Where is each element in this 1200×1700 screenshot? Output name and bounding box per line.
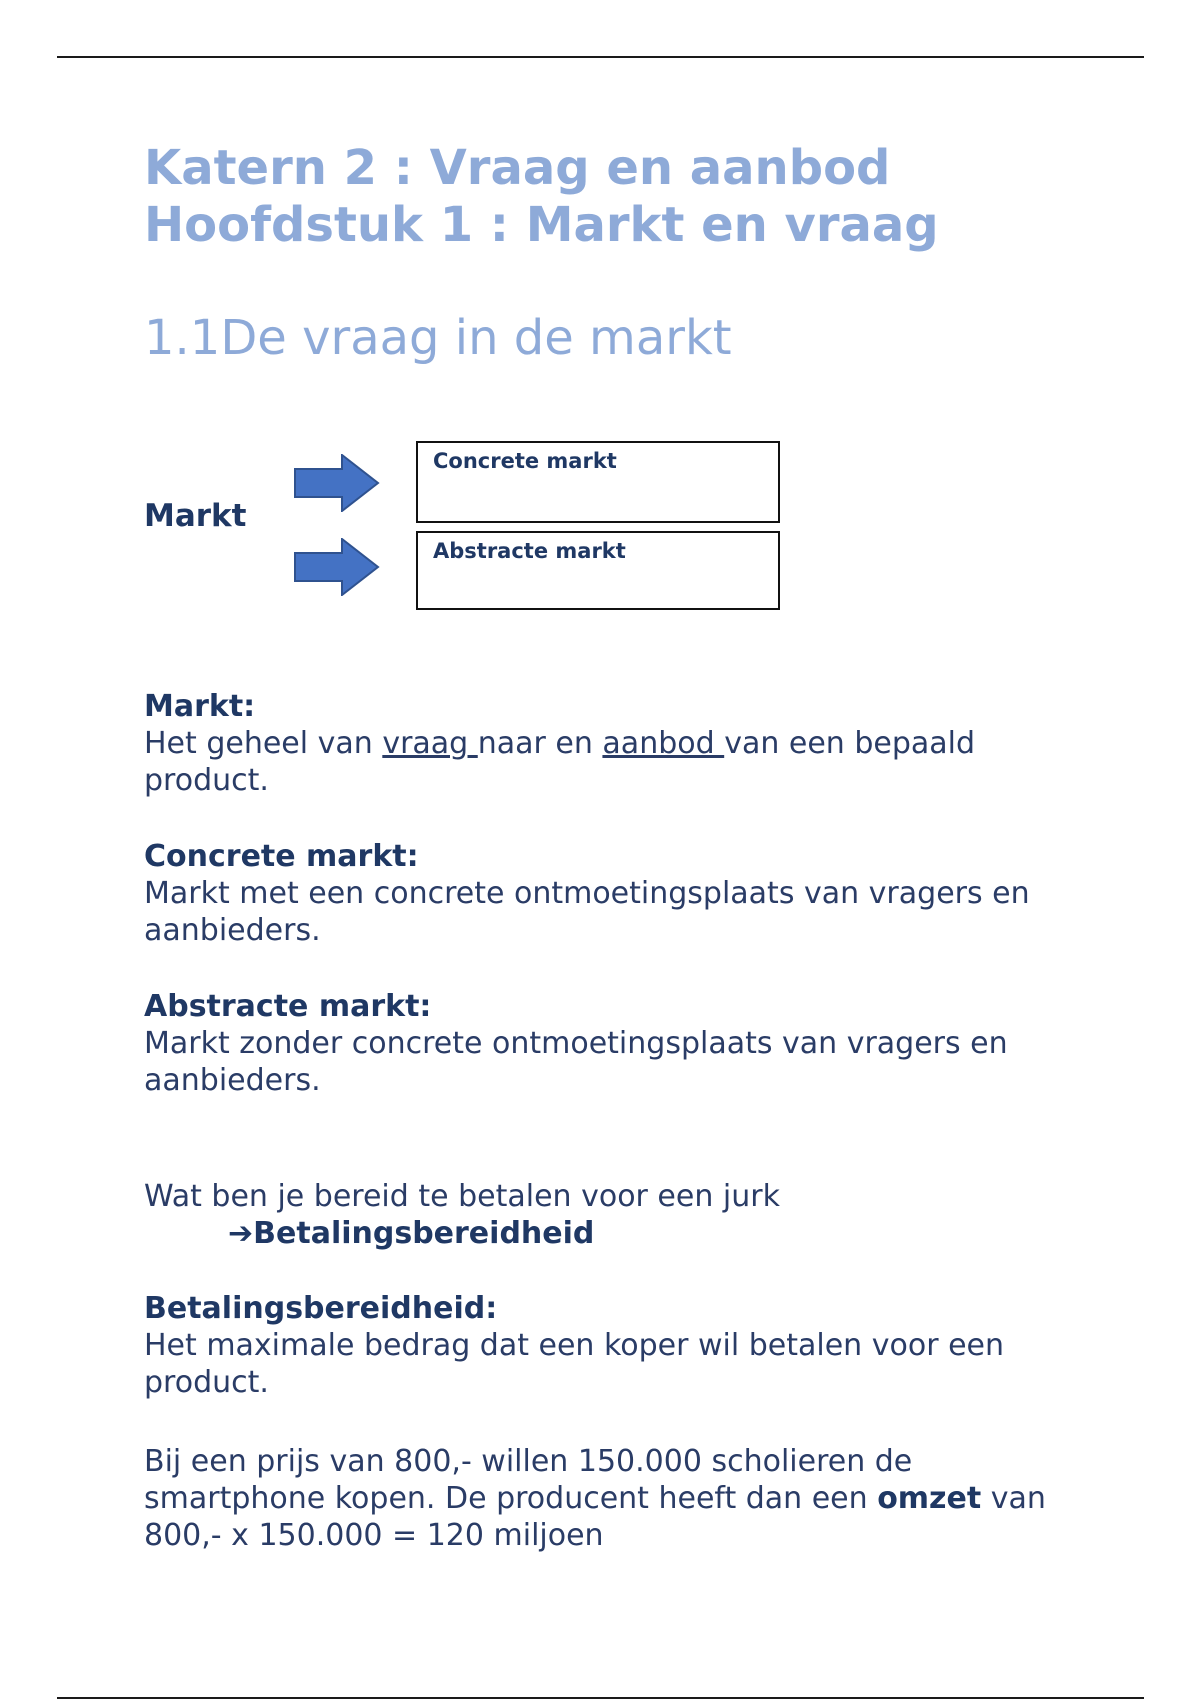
right-arrow-icon [294,538,380,596]
top-rule [57,56,1144,58]
example-paragraph [144,1443,1084,1554]
bottom-rule [57,1697,1144,1699]
example-bold-term: omzet [877,1481,982,1516]
definition-concrete-markt [144,838,1084,949]
arrow-shape [295,539,378,595]
question-text: Wat ben je bereid te betalen voor een jurk [144,1179,780,1214]
definition-text: Het geheel van [144,726,383,761]
example-text: Bij een prijs van 800,- willen 150.000 scholieren de smartphone kopen. De producent heeft dan een [144,1444,913,1516]
definition-text: Markt met een concrete ontmoetingsplaats van vragers en aanbieders. [144,876,1030,948]
underlined-term-vraag: vraag [382,726,478,761]
right-arrow-icon [294,454,380,512]
concrete-markt-box-label: Concrete markt [433,449,617,473]
question-block [144,1178,1084,1252]
underlined-term-aanbod: aanbod [602,726,725,761]
definition-text: naar en [477,726,603,761]
definition-markt [144,688,1084,799]
section-title: 1.1De vraag in de markt [144,310,732,366]
arrow-shape [295,455,378,511]
diagram-root-label: Markt [144,498,247,534]
definition-abstracte-markt [144,988,1084,1099]
definition-term: Markt: [144,689,256,724]
definition-text: van een bepaald product. [144,726,976,798]
title-line-2: Hoofdstuk 1 : Markt en vraag [144,197,939,253]
arrow-right-icon: ➔ [228,1216,254,1251]
example-text: van 800,- x 150.000 = 120 miljoen [144,1481,1046,1553]
concrete-markt-box [416,441,780,523]
definition-term: Concrete markt: [144,839,419,874]
definition-text: Markt zonder concrete ontmoetingsplaats van vragers en aanbieders. [144,1026,1008,1098]
question-answer [144,1215,1084,1252]
definition-term: Betalingsbereidheid: [144,1291,498,1326]
page-title [144,140,939,254]
answer-term: Betalingsbereidheid [253,1216,595,1251]
definition-betalingsbereidheid [144,1290,1084,1401]
definition-term: Abstracte markt: [144,989,432,1024]
definition-text: Het maximale bedrag dat een koper wil betalen voor een product. [144,1328,1004,1400]
abstracte-markt-box [416,531,780,610]
abstracte-markt-box-label: Abstracte markt [433,539,626,563]
title-line-1: Katern 2 : Vraag en aanbod [144,140,891,196]
